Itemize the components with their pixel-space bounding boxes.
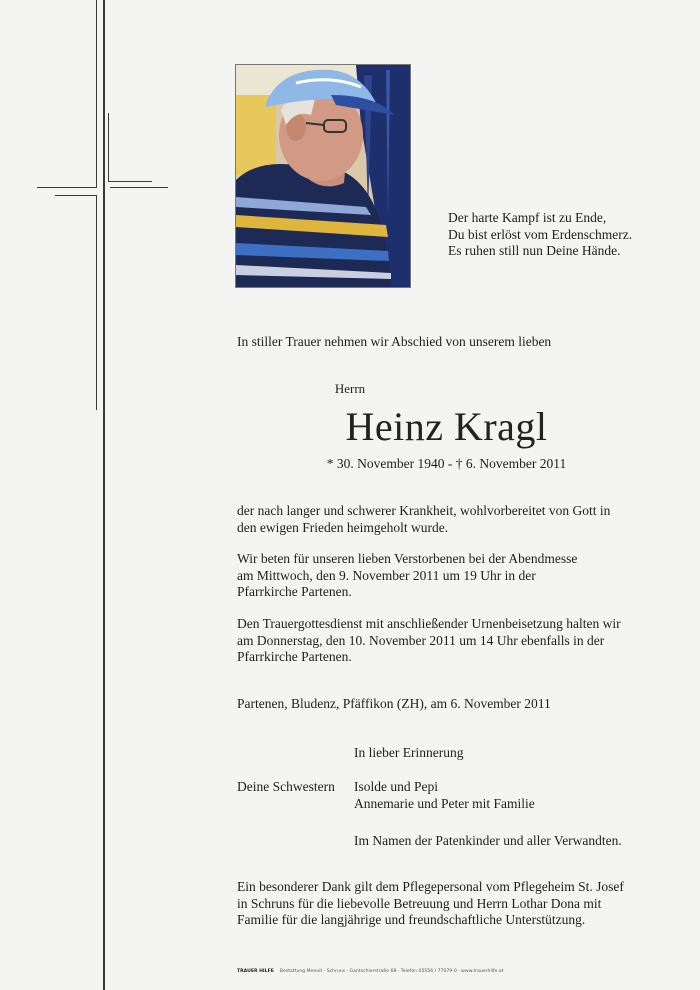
verse-line: Du bist erlöst vom Erdenschmerz.: [448, 226, 633, 242]
verse-block: [448, 210, 632, 260]
paragraph-line: Pfarrkirche Partenen.: [237, 649, 352, 664]
memory-line: In lieber Erinnerung: [354, 745, 464, 760]
paragraph-line: Den Trauergottesdienst mit anschließender Urnenbeisetzung halten wir: [237, 616, 621, 631]
cross-inner-bar-left: [55, 195, 96, 196]
intro-text: In stiller Trauer nehmen wir Abschied von unserem lieben: [237, 334, 552, 349]
cross-inner-bar-right: [108, 181, 152, 182]
portrait-photo: [235, 64, 411, 288]
sibling-entry: Isolde und Pepi: [354, 779, 438, 794]
left-border-line: [103, 0, 105, 990]
siblings-list: [354, 779, 535, 812]
paragraph-line: am Mittwoch, den 9. November 2011 um 19 Uhr in der: [237, 567, 536, 583]
paragraph-line: der nach langer und schwerer Krankheit, wohlvorbereitet von Gott in: [237, 503, 611, 518]
godchildren-line: Im Namen der Patenkinder und aller Verwandten.: [354, 833, 622, 848]
portrait-illustration: [236, 65, 410, 287]
siblings-label: Deine Schwestern: [237, 779, 335, 794]
verse-line: Der harte Kampf ist zu Ende,: [448, 210, 607, 225]
sibling-entry: Annemarie und Peter mit Familie: [354, 795, 535, 811]
thanks-paragraph: [237, 879, 624, 929]
footer-imprint: [237, 969, 504, 974]
paragraph-line: am Donnerstag, den 10. November 2011 um 14 Uhr ebenfalls in der: [237, 632, 605, 648]
cross-horizontal-beam-right: [110, 187, 168, 188]
verse-line: Es ruhen still nun Deine Hände.: [448, 243, 621, 258]
thanks-line: Ein besonderer Dank gilt dem Pflegepersonal vom Pflegeheim St. Josef: [237, 879, 624, 894]
paragraph-line: Wir beten für unseren lieben Verstorbenen bei der Abendmesse: [237, 551, 578, 566]
paragraph-line: den ewigen Frieden heimgeholt wurde.: [237, 519, 449, 535]
paragraph-funeral-service: [237, 616, 621, 666]
thanks-line: Familie für die langjährige und freundschaftliche Unterstützung.: [237, 912, 586, 927]
salutation: Herrn: [334, 381, 366, 396]
cross-inner-bar-top: [108, 113, 109, 182]
paragraph-line: Pfarrkirche Partenen.: [237, 584, 352, 599]
footer-brand: TRAUER HILFE: [237, 969, 274, 974]
paragraph-evening-mass: [237, 551, 577, 601]
footer-details: Bestattung Mennit · Schruns · Gantschierstraße 68 · Telefon 05556 / 77079-0 · www.trauerhilfe.at: [279, 969, 504, 974]
cross-horizontal-beam: [37, 187, 96, 188]
life-dates: * 30. November 1940 - † 6. November 2011: [326, 456, 567, 471]
paragraph-passing: [237, 503, 610, 536]
thanks-line: in Schruns für die liebevolle Betreuung und Herrn Lothar Dona mit: [237, 895, 602, 911]
cross-vertical-beam: [96, 0, 97, 188]
cross-vertical-beam-lower: [96, 195, 97, 410]
deceased-name: Heinz Kragl: [345, 404, 548, 449]
place-and-date: Partenen, Bludenz, Pfäffikon (ZH), am 6. November 2011: [237, 696, 551, 711]
